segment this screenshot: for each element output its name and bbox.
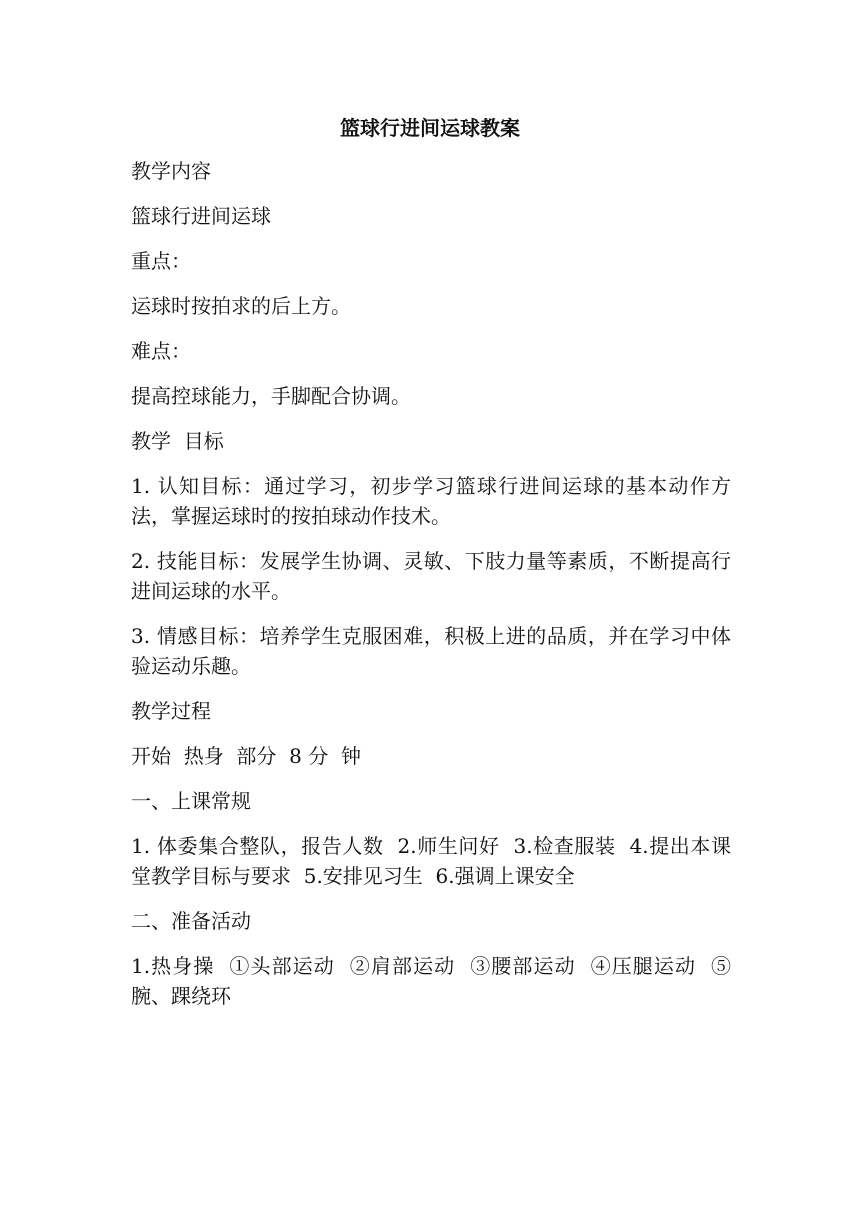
paragraph: 提高控球能力，手脚配合协调。	[131, 384, 411, 408]
section-heading-key-point: 重点：	[131, 249, 191, 273]
section-heading-teaching-goals: 教学 目标	[131, 429, 224, 453]
paragraph: 1. 体委集合整队，报告人数 2.师生问好 3.检查服装 4.提出本课堂教学目标与要求 5.安排见习生 6.强调上课安全	[131, 834, 731, 888]
section-heading-teaching-process: 教学过程	[131, 699, 211, 723]
paragraph: 1.热身操 ①头部运动 ②肩部运动 ③腰部运动 ④压腿运动 ⑤腕、踝绕环	[131, 954, 731, 1008]
paragraph: 运球时按拍求的后上方。	[131, 294, 351, 318]
goal-item: 1. 认知目标：通过学习，初步学习篮球行进间运球的基本动作方法，掌握运球时的按拍球动作技术。	[131, 474, 731, 528]
document-title: 篮球行进间运球教案	[340, 116, 520, 140]
goal-item: 2. 技能目标：发展学生协调、灵敏、下肢力量等素质，不断提高行进间运球的水平。	[131, 549, 731, 603]
paragraph: 篮球行进间运球	[131, 204, 271, 228]
subheading: 一、上课常规	[131, 789, 251, 813]
paragraph: 开始 热身 部分 8 分 钟	[131, 744, 361, 768]
section-heading-difficulty: 难点：	[131, 339, 191, 363]
subheading: 二、准备活动	[131, 909, 251, 933]
goal-item: 3. 情感目标：培养学生克服困难，积极上进的品质，并在学习中体验运动乐趣。	[131, 624, 731, 678]
section-heading-teaching-content: 教学内容	[131, 159, 211, 183]
document-body	[131, 156, 731, 1026]
